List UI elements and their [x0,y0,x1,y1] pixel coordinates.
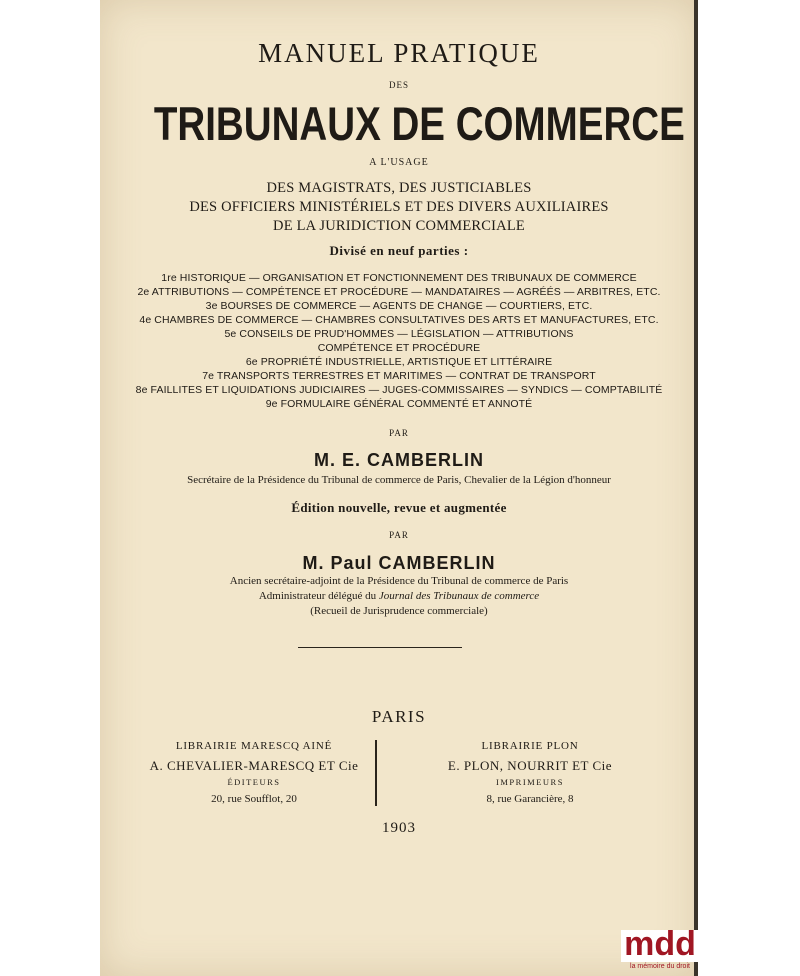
part-line: 9e FORMULAIRE GÉNÉRAL COMMENTÉ ET ANNOTÉ [265,398,533,410]
main-title: TRIBUNAUX DE COMMERCE [153,97,685,150]
publisher-left-role: ÉDITEURS [227,777,281,787]
title-page [100,0,698,976]
part-line: 5e CONSEILS DE PRUD'HOMMES — LÉGISLATION — ATTRIBUTIONS [224,328,574,340]
part-line: COMPÉTENCE ET PROCÉDURE [317,342,481,354]
part-line: 4e CHAMBRES DE COMMERCE — CHAMBRES CONSULTATIVES DES ARTS ET MANUFACTURES, ETC. [139,314,659,326]
page-edge [694,0,698,976]
part-line: 3e BOURSES DE COMMERCE — AGENTS DE CHANGE — COURTIERS, ETC. [205,300,593,312]
publication-year: 1903 [382,820,416,836]
audience-line: DES OFFICIERS MINISTÉRIELS ET DES DIVERS AUXILIAIRES [189,199,609,215]
parts-heading: Divisé en neuf parties : [329,243,469,258]
divider-rule [298,647,462,648]
publisher-left-address: 20, rue Soufflot, 20 [211,793,297,805]
part-line: 1re HISTORIQUE — ORGANISATION ET FONCTIONNEMENT DES TRIBUNAUX DE COMMERCE [161,272,637,284]
publisher-left-firm: A. CHEVALIER-MARESCQ ET Cie [149,758,359,773]
part-line: 2e ATTRIBUTIONS — COMPÉTENCE ET PROCÉDURE — MANDATAIRES — AGRÉÉS — ARBITRES, ETC. [137,286,661,298]
part-line: 8e FAILLITES ET LIQUIDATIONS JUDICIAIRES — JUGES-COMMISSAIRES — SYNDICS — COMPTABILITÉ [135,384,663,396]
mdd-logo [620,922,700,976]
audience-line: DES MAGISTRATS, DES JUSTICIABLES [266,180,532,196]
publisher-right-firm: E. PLON, NOURRIT ET Cie [447,758,613,773]
logo-tagline: la mémoire du droit [630,963,690,970]
edition-line: Édition nouvelle, revue et augmentée [291,500,507,515]
par-label: PAR [389,428,409,438]
publisher-right-role: IMPRIMEURS [496,777,564,787]
publisher-right-address: 8, rue Garancière, 8 [486,793,574,805]
logo-text: mdd [624,925,696,962]
author-2-description-3: (Recueil de Jurisprudence commerciale) [310,605,488,617]
publisher-divider [375,740,377,806]
publisher-left-name: LIBRAIRIE MARESCQ AINÉ [175,740,333,752]
author-2-description-1: Ancien secrétaire-adjoint de la Présidence du Tribunal de commerce de Paris [229,575,569,587]
author-2-role: Administrateur délégué du [258,590,379,602]
publisher-right-name: LIBRAIRIE PLON [481,740,579,752]
part-line: 6e PROPRIÉTÉ INDUSTRIELLE, ARTISTIQUE ET LITTÉRAIRE [245,356,553,368]
usage-line: A L'USAGE [369,157,429,168]
title-connector: DES [388,80,409,90]
par-label: PAR [389,530,409,540]
author-2: M. Paul CAMBERLIN [302,553,496,573]
title-line-1: MANUEL PRATIQUE [258,38,540,68]
mdd-logo-icon [621,922,699,962]
city: PARIS [371,707,427,726]
author-1-description: Secrétaire de la Présidence du Tribunal de commerce de Paris, Chevalier de la Légion d'honneur [187,474,611,486]
author-1: M. E. CAMBERLIN [314,450,484,470]
author-2-description-2 [100,590,698,602]
journal-title: Journal des Tribunaux de commerce [378,590,540,602]
audience-line: DE LA JURIDICTION COMMERCIALE [273,218,525,234]
part-line: 7e TRANSPORTS TERRESTRES ET MARITIMES — CONTRAT DE TRANSPORT [202,370,596,382]
